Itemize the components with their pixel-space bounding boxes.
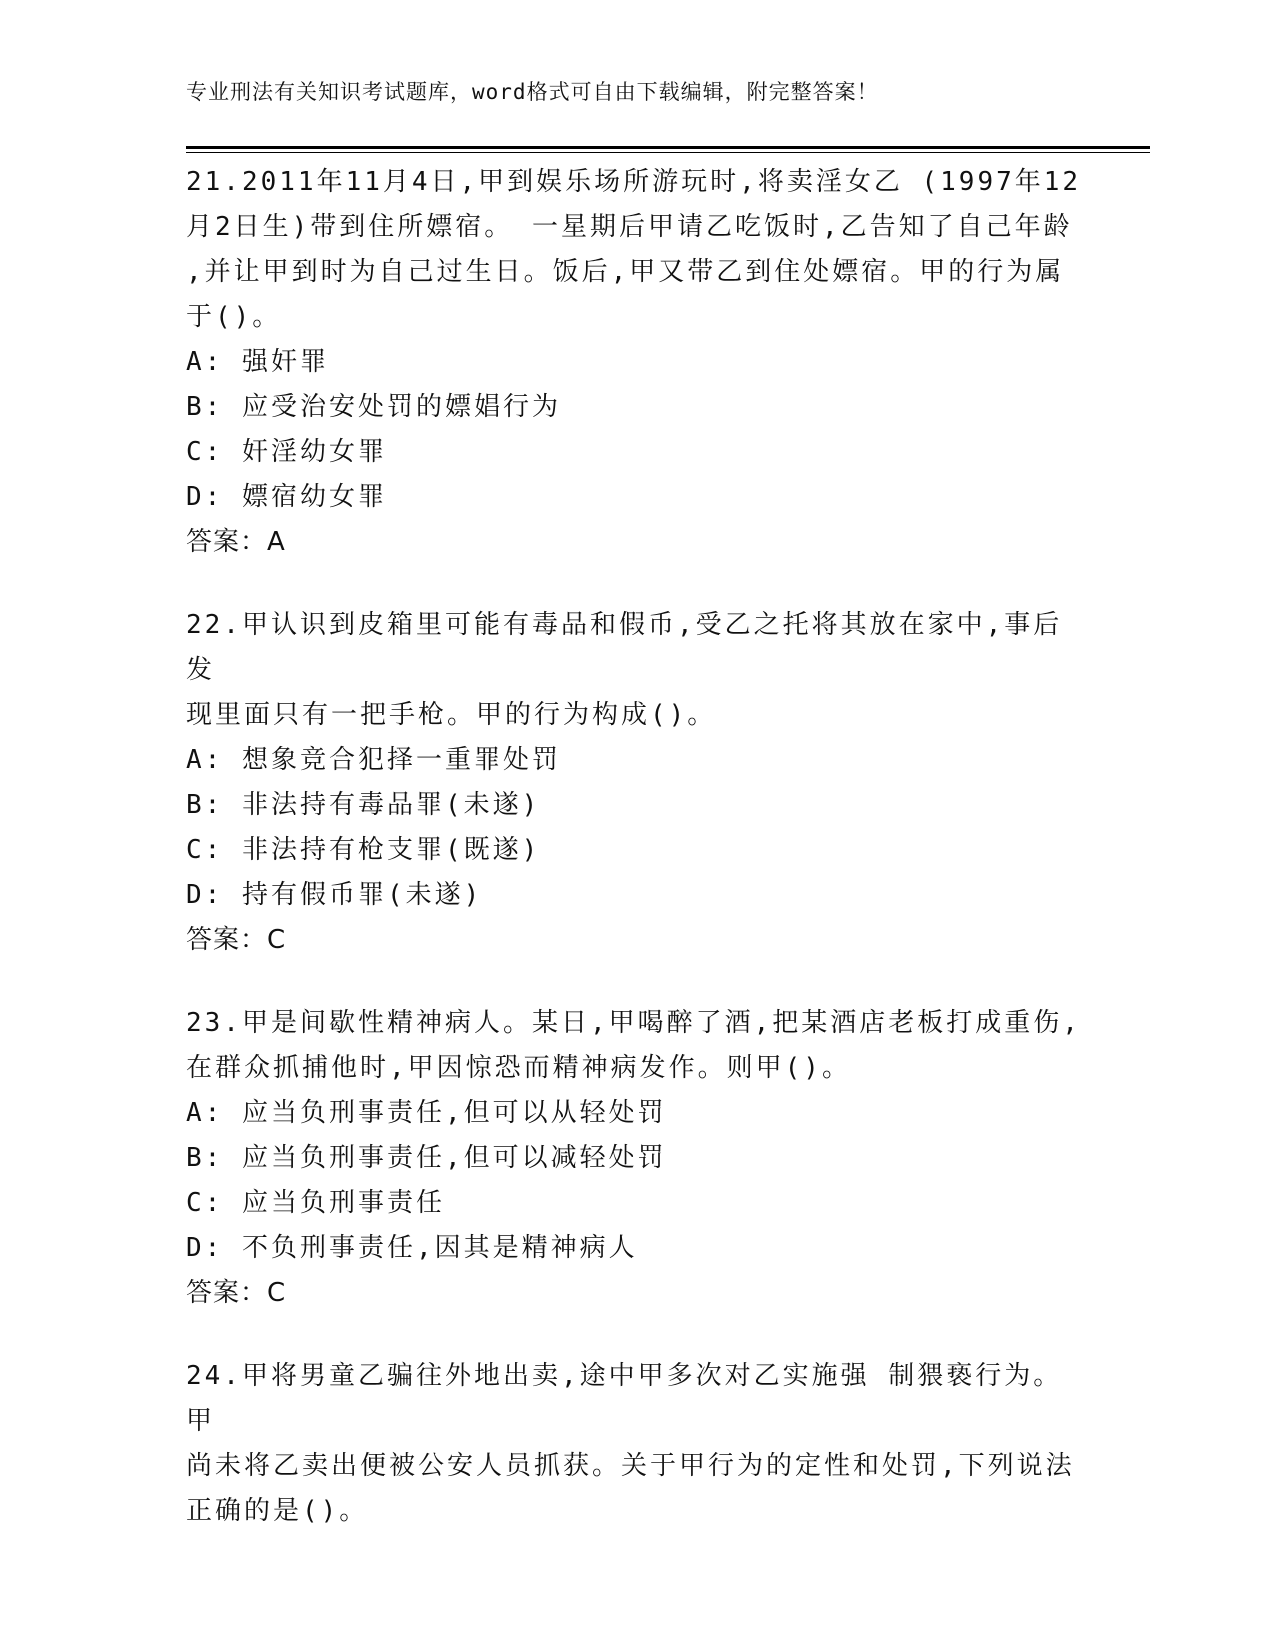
- answer: 答案：C: [186, 1278, 287, 1308]
- option-b: B: 非法持有毒品罪(未遂): [186, 790, 541, 820]
- question-stem: 21.2011年11月4日,甲到娱乐场所游玩时,将卖淫女乙 (1997年12 月2日生)带到住所嫖宿。 一星期后甲请乙吃饭时,乙告知了自己年龄 ,并让甲到时为自己过生日。饭后,甲又带乙到住处嫖宿。甲的行为属 于()。: [186, 167, 1082, 332]
- option-a: A: 应当负刑事责任,但可以从轻处罚: [186, 1098, 667, 1128]
- document-header: 专业刑法有关知识考试题库，word格式可自由下载编辑，附完整答案！: [186, 80, 879, 104]
- question-stem: 22.甲认识到皮箱里可能有毒品和假币,受乙之托将其放在家中,事后发 现里面只有一把手枪。甲的行为构成()。: [186, 610, 1063, 730]
- option-a: A: 强奸罪: [186, 347, 329, 377]
- question-list: [186, 160, 1086, 1572]
- answer: 答案：C: [186, 925, 287, 955]
- header-rule-thick: [186, 146, 1150, 149]
- question-21: [186, 160, 1086, 565]
- option-d: D: 不负刑事责任,因其是精神病人: [186, 1233, 638, 1263]
- answer: 答案：A: [186, 527, 286, 557]
- option-d: D: 持有假币罪(未遂): [186, 880, 483, 910]
- option-c: C: 奸淫幼女罪: [186, 437, 387, 467]
- question-stem: 23.甲是间歇性精神病人。某日,甲喝醉了酒,把某酒店老板打成重伤, 在群众抓捕他时,甲因惊恐而精神病发作。则甲()。: [186, 1008, 1081, 1083]
- question-24: [186, 1354, 1086, 1534]
- header-rule-thin: [186, 152, 1150, 153]
- option-b: B: 应当负刑事责任,但可以减轻处罚: [186, 1143, 667, 1173]
- question-22: [186, 603, 1086, 963]
- option-c: C: 应当负刑事责任: [186, 1188, 445, 1218]
- option-d: D: 嫖宿幼女罪: [186, 482, 387, 512]
- question-23: [186, 1001, 1086, 1316]
- option-a: A: 想象竞合犯择一重罪处罚: [186, 745, 561, 775]
- option-c: C: 非法持有枪支罪(既遂): [186, 835, 541, 865]
- option-b: B: 应受治安处罚的嫖娼行为: [186, 392, 561, 422]
- question-stem: 24.甲将男童乙骗往外地出卖,途中甲多次对乙实施强 制猥亵行为。甲 尚未将乙卖出便被公安人员抓获。关于甲行为的定性和处罚,下列说法 正确的是()。: [186, 1361, 1075, 1526]
